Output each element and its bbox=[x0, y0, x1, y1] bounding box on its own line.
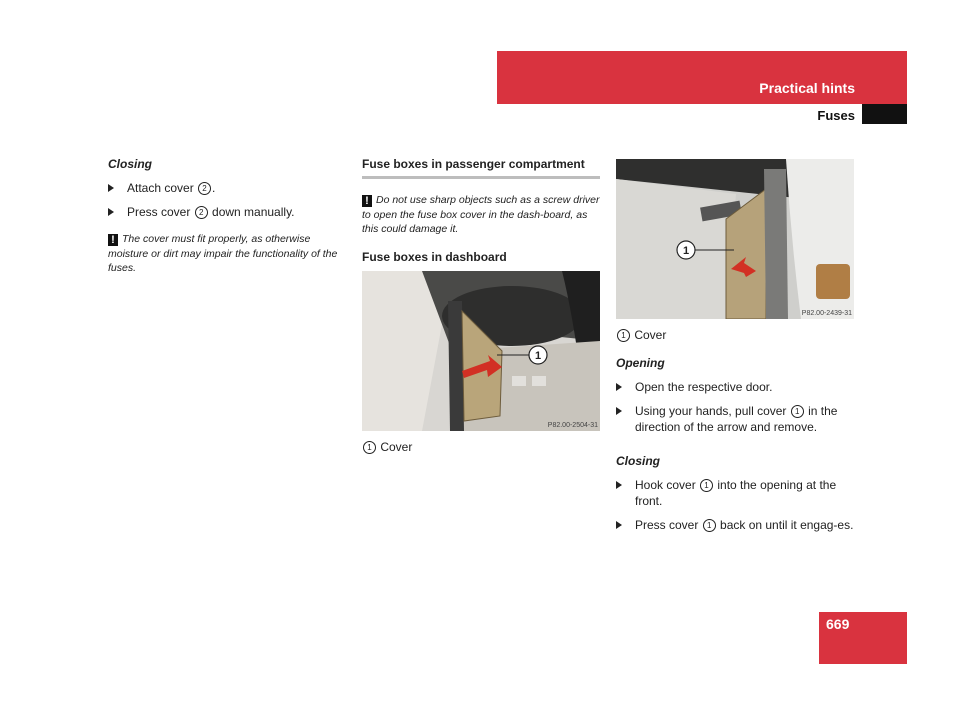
dashboard-subheading: Fuse boxes in dashboard bbox=[362, 249, 507, 264]
callout-number: 1 bbox=[617, 329, 630, 342]
fuse-box-heading: Fuse boxes in passenger compartment bbox=[362, 157, 585, 171]
step-item: Press cover 2 down manually. bbox=[108, 204, 343, 220]
bullet-arrow-icon bbox=[108, 184, 114, 192]
figure-callout: 1 bbox=[534, 349, 542, 362]
figure-code: P82.00-2504-31 bbox=[547, 421, 598, 429]
subsection-tab-marker bbox=[862, 104, 907, 124]
figure-caption: 1 Cover bbox=[362, 439, 600, 455]
callout-number: 1 bbox=[700, 479, 713, 492]
figure-code: P82.00-2439-31 bbox=[801, 310, 852, 317]
figure-callout: 1 bbox=[682, 245, 690, 257]
bullet-arrow-icon bbox=[616, 521, 622, 529]
figure-caption: 1 Cover bbox=[616, 327, 856, 343]
subsection-title: Fuses bbox=[817, 108, 855, 123]
column-middle bbox=[362, 156, 600, 455]
callout-number: 1 bbox=[703, 519, 716, 532]
heading-underline bbox=[362, 176, 600, 179]
warning-note: ! The cover must fit properly, as otherwise moisture or dirt may impair the functionality of the fuses. bbox=[108, 233, 338, 274]
exclamation-warning-icon: ! bbox=[108, 234, 118, 246]
opening-heading: Opening bbox=[616, 356, 665, 370]
section-title: Practical hints bbox=[759, 80, 855, 96]
bullet-arrow-icon bbox=[616, 407, 622, 415]
step-item: Attach cover 2 . bbox=[108, 180, 343, 196]
step-item: Hook cover 1 into the opening at the front. bbox=[616, 477, 856, 509]
closing-heading: Closing bbox=[616, 454, 660, 468]
column-left bbox=[108, 156, 343, 276]
exclamation-warning-icon: ! bbox=[362, 195, 372, 207]
bullet-arrow-icon bbox=[108, 208, 114, 216]
closing-heading: Closing bbox=[108, 157, 152, 171]
callout-number: 1 bbox=[363, 441, 376, 454]
callout-number: 2 bbox=[198, 182, 211, 195]
callout-number: 1 bbox=[791, 405, 804, 418]
bullet-arrow-icon bbox=[616, 383, 622, 391]
side-panel-fuse-photo bbox=[616, 159, 854, 319]
section-header-band bbox=[497, 51, 907, 104]
step-item: Press cover 1 back on until it engag-es. bbox=[616, 517, 856, 533]
step-item: Using your hands, pull cover 1 in the direction of the arrow and remove. bbox=[616, 403, 856, 435]
callout-number: 2 bbox=[195, 206, 208, 219]
warning-note: ! Do not use sharp objects such as a screw driver to open the fuse box cover in the dash-board, as this could damage it. bbox=[362, 194, 600, 235]
page-number: 669 bbox=[826, 616, 850, 632]
dashboard-fuse-photo bbox=[362, 271, 600, 431]
bullet-arrow-icon bbox=[616, 481, 622, 489]
column-right bbox=[616, 159, 856, 541]
step-item: Open the respective door. bbox=[616, 379, 856, 395]
